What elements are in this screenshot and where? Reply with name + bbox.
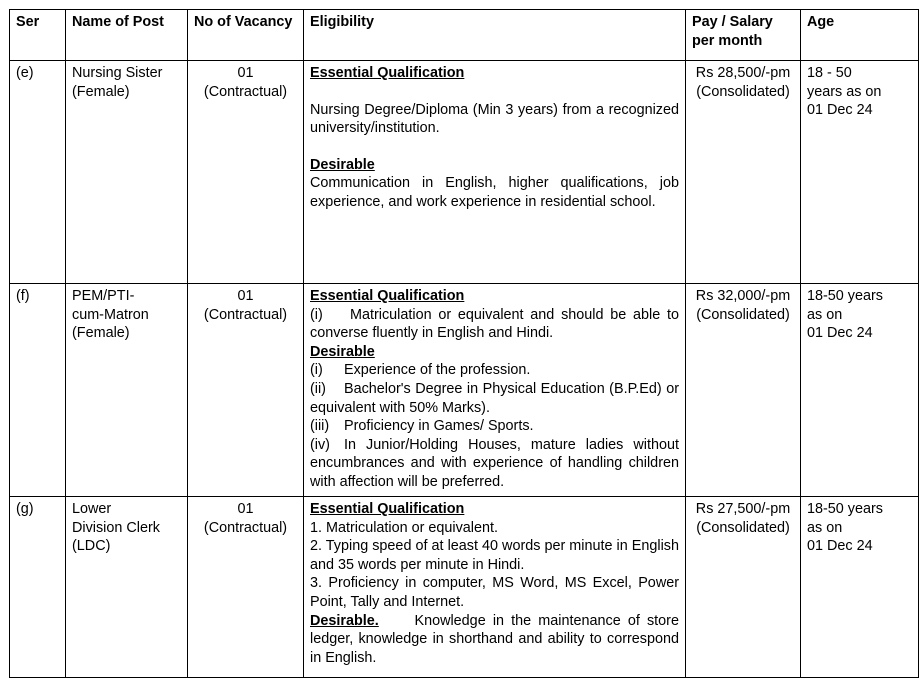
post-name-line: (LDC) xyxy=(72,538,111,555)
post-name-line: PEM/PTI- xyxy=(72,288,135,304)
pay-amount: Rs 28,500/-pm xyxy=(695,65,791,81)
item-number: 3. xyxy=(310,575,323,592)
table-row xyxy=(10,497,919,678)
age-line: 18-50 years xyxy=(807,501,883,517)
desirable-paragraph xyxy=(310,612,679,668)
essential-qualification-heading: Essential Qualification xyxy=(310,288,465,304)
age-cell xyxy=(801,284,919,497)
item-number: (i) xyxy=(310,362,323,379)
table-row xyxy=(10,284,919,497)
age-line: 01 Dec 24 xyxy=(807,325,873,342)
header-pay: Pay / Salary per month xyxy=(686,10,801,61)
desirable-text: Knowledge in the maintenance of store ledger, knowledge in shorthand and ability to correspond in English. xyxy=(310,612,679,666)
ser-cell: (e) xyxy=(10,61,66,284)
desirable-item xyxy=(310,380,679,417)
post-name-line: (Female) xyxy=(72,83,130,100)
vacancy-count: 01 xyxy=(237,501,254,517)
age-line: as on xyxy=(807,519,843,536)
desirable-heading: Desirable xyxy=(310,343,375,360)
essential-item xyxy=(310,574,679,611)
desirable-item xyxy=(310,417,679,436)
age-line: as on xyxy=(807,306,843,323)
pay-type: (Consolidated) xyxy=(696,519,790,536)
age-line: 18-50 years xyxy=(807,288,883,304)
vacancy-cell xyxy=(188,61,304,284)
pay-amount: Rs 32,000/-pm xyxy=(695,288,791,304)
desirable-heading: Desirable. xyxy=(310,612,379,629)
post-name-line: Lower xyxy=(72,501,112,517)
item-text: In Junior/Holding Houses, mature ladies without encumbrances and with experience of handling children with affection will be preferred. xyxy=(310,436,679,490)
vacancy-table xyxy=(9,9,919,678)
header-name-of-post: Name of Post xyxy=(66,10,188,61)
eligibility-cell xyxy=(304,284,686,497)
item-number: 2. xyxy=(310,538,323,555)
pay-type: (Consolidated) xyxy=(696,83,790,100)
ser-cell: (f) xyxy=(10,284,66,497)
pay-cell xyxy=(686,497,801,678)
vacancy-count: 01 xyxy=(237,288,254,304)
desirable-heading: Desirable xyxy=(310,156,375,173)
item-number: (i) xyxy=(310,306,323,323)
ser-cell: (g) xyxy=(10,497,66,678)
essential-qualification-text: Nursing Degree/Diploma (Min 3 years) from a recognized university/institution. xyxy=(310,101,679,137)
post-name-line: Nursing Sister xyxy=(72,65,163,81)
essential-item xyxy=(310,306,679,343)
vacancy-cell xyxy=(188,284,304,497)
item-text: Matriculation or equivalent and should be able to converse fluently in English and Hindi. xyxy=(310,306,679,342)
age-cell xyxy=(801,497,919,678)
item-number: (iv) xyxy=(310,436,330,453)
pay-cell xyxy=(686,284,801,497)
eligibility-cell xyxy=(304,497,686,678)
header-ser: Ser xyxy=(10,10,66,61)
item-number: (ii) xyxy=(310,380,326,397)
header-eligibility: Eligibility xyxy=(304,10,686,61)
essential-item xyxy=(310,537,679,574)
desirable-item xyxy=(310,436,679,492)
age-cell xyxy=(801,61,919,284)
age-line: 01 Dec 24 xyxy=(807,102,873,119)
eligibility-cell xyxy=(304,61,686,284)
pay-cell xyxy=(686,61,801,284)
desirable-item xyxy=(310,361,679,380)
post-name-line: cum-Matron xyxy=(72,306,149,323)
item-text: Proficiency in computer, MS Word, MS Excel, Power Point, Tally and Internet. xyxy=(310,575,680,610)
vacancy-cell xyxy=(188,497,304,678)
post-name-line: (Female) xyxy=(72,325,130,342)
vacancy-type: (Contractual) xyxy=(203,306,288,323)
item-number: (iii) xyxy=(310,418,330,435)
desirable-text: Communication in English, higher qualifications, job experience, and work experience in residential school. xyxy=(310,175,679,210)
essential-qualification-heading: Essential Qualification xyxy=(310,501,465,517)
vacancy-type: (Contractual) xyxy=(203,519,288,536)
post-name-cell xyxy=(66,61,188,284)
item-text: Bachelor's Degree in Physical Education (B.P.Ed) or equivalent with 50% Marks). xyxy=(310,380,679,416)
table-row xyxy=(10,61,919,284)
item-number: 1. xyxy=(310,519,323,536)
vacancy-count: 01 xyxy=(237,65,254,81)
item-text: Experience of the profession. xyxy=(344,362,531,379)
item-text: Typing speed of at least 40 words per minute in English and 35 words per minute in Hindi. xyxy=(310,538,679,573)
header-row xyxy=(10,10,919,61)
pay-type: (Consolidated) xyxy=(696,306,790,323)
item-text: Proficiency in Games/ Sports. xyxy=(344,418,534,435)
essential-qualification-heading: Essential Qualification xyxy=(310,65,465,81)
item-text: Matriculation or equivalent. xyxy=(326,519,498,536)
header-no-of-vacancy: No of Vacancy xyxy=(188,10,304,61)
age-line: 18 - 50 xyxy=(807,65,852,81)
post-name-cell xyxy=(66,284,188,497)
header-age: Age xyxy=(801,10,919,61)
age-line: 01 Dec 24 xyxy=(807,538,873,555)
pay-amount: Rs 27,500/-pm xyxy=(695,501,791,517)
essential-item xyxy=(310,519,679,538)
post-name-line: Division Clerk xyxy=(72,519,160,536)
age-line: years as on xyxy=(807,83,882,100)
post-name-cell xyxy=(66,497,188,678)
vacancy-type: (Contractual) xyxy=(203,83,288,100)
